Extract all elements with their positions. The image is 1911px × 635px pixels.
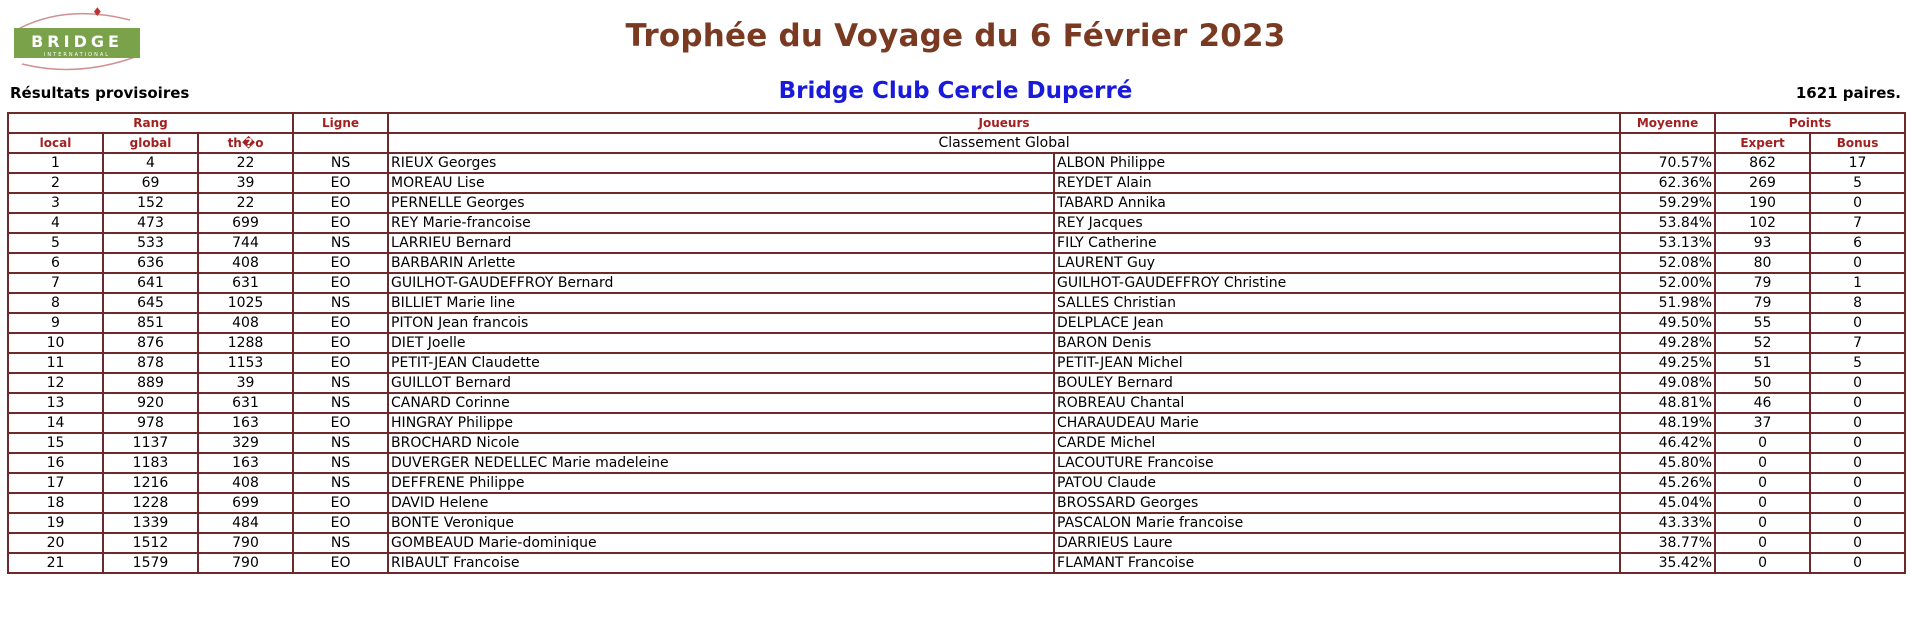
average-cell: 59.29% [1620, 193, 1715, 213]
rank-theo: 1153 [198, 353, 293, 373]
player1-cell: REY Marie-francoise [388, 213, 1054, 233]
line-cell: EO [293, 333, 388, 353]
expert-points-cell: 79 [1715, 273, 1810, 293]
expert-points-cell: 79 [1715, 293, 1810, 313]
rank-theo: 631 [198, 273, 293, 293]
header-points: Points [1715, 113, 1905, 133]
rank-local: 16 [8, 453, 103, 473]
table-row [8, 333, 1905, 353]
header-row-columns [8, 133, 1905, 153]
rank-global: 69 [103, 173, 198, 193]
rank-global: 1183 [103, 453, 198, 473]
header-rang: Rang [8, 113, 293, 133]
player1-cell: GUILLOT Bernard [388, 373, 1054, 393]
table-row [8, 373, 1905, 393]
average-cell: 48.81% [1620, 393, 1715, 413]
line-cell: EO [293, 493, 388, 513]
bonus-points-cell: 0 [1810, 553, 1905, 573]
table-row [8, 493, 1905, 513]
table-row [8, 413, 1905, 433]
player1-cell: PERNELLE Georges [388, 193, 1054, 213]
rank-theo: 22 [198, 193, 293, 213]
line-cell: NS [293, 153, 388, 173]
table-row [8, 233, 1905, 253]
rank-global: 876 [103, 333, 198, 353]
rank-local: 6 [8, 253, 103, 273]
player1-cell: RIEUX Georges [388, 153, 1054, 173]
average-cell: 51.98% [1620, 293, 1715, 313]
average-cell: 46.42% [1620, 433, 1715, 453]
rank-local: 1 [8, 153, 103, 173]
player1-cell: HINGRAY Philippe [388, 413, 1054, 433]
rank-theo: 408 [198, 313, 293, 333]
expert-points-cell: 0 [1715, 553, 1810, 573]
rank-local: 11 [8, 353, 103, 373]
rank-global: 1339 [103, 513, 198, 533]
rank-local: 21 [8, 553, 103, 573]
expert-points-cell: 0 [1715, 453, 1810, 473]
svg-text:BRIDGE: BRIDGE [31, 32, 123, 51]
player1-cell: DEFFRENE Philippe [388, 473, 1054, 493]
classement-global-title: Classement Global [388, 133, 1620, 153]
rank-theo: 1025 [198, 293, 293, 313]
player2-cell: REY Jacques [1054, 213, 1620, 233]
rank-local: 4 [8, 213, 103, 233]
rank-local: 10 [8, 333, 103, 353]
bonus-points-cell: 1 [1810, 273, 1905, 293]
player2-cell: CHARAUDEAU Marie [1054, 413, 1620, 433]
header-ligne: Ligne [293, 113, 388, 133]
rank-local: 18 [8, 493, 103, 513]
rank-global: 152 [103, 193, 198, 213]
player2-cell: FILY Catherine [1054, 233, 1620, 253]
bonus-points-cell: 8 [1810, 293, 1905, 313]
rank-global: 1512 [103, 533, 198, 553]
line-cell: EO [293, 273, 388, 293]
bonus-points-cell: 7 [1810, 333, 1905, 353]
line-cell: NS [293, 393, 388, 413]
player2-cell: CARDE Michel [1054, 433, 1620, 453]
rank-global: 1137 [103, 433, 198, 453]
player1-cell: DUVERGER NEDELLEC Marie madeleine [388, 453, 1054, 473]
rank-theo: 484 [198, 513, 293, 533]
average-cell: 52.00% [1620, 273, 1715, 293]
average-cell: 62.36% [1620, 173, 1715, 193]
table-row [8, 393, 1905, 413]
header-local: local [8, 133, 103, 153]
player1-cell: MOREAU Lise [388, 173, 1054, 193]
average-cell: 53.84% [1620, 213, 1715, 233]
expert-points-cell: 93 [1715, 233, 1810, 253]
bonus-points-cell: 0 [1810, 453, 1905, 473]
line-cell: NS [293, 473, 388, 493]
line-cell: EO [293, 213, 388, 233]
line-cell: NS [293, 533, 388, 553]
rank-theo: 699 [198, 213, 293, 233]
rank-global: 473 [103, 213, 198, 233]
table-row [8, 453, 1905, 473]
table-row [8, 313, 1905, 333]
header-expert: Expert [1715, 133, 1810, 153]
player2-cell: SALLES Christian [1054, 293, 1620, 313]
rank-global: 978 [103, 413, 198, 433]
player2-cell: LACOUTURE Francoise [1054, 453, 1620, 473]
expert-points-cell: 862 [1715, 153, 1810, 173]
player1-cell: GOMBEAUD Marie-dominique [388, 533, 1054, 553]
expert-points-cell: 102 [1715, 213, 1810, 233]
header-bonus: Bonus [1810, 133, 1905, 153]
expert-points-cell: 55 [1715, 313, 1810, 333]
rank-theo: 408 [198, 473, 293, 493]
player1-cell: PITON Jean francois [388, 313, 1054, 333]
header-row-groups [8, 113, 1905, 133]
average-cell: 49.25% [1620, 353, 1715, 373]
header-moyenne: Moyenne [1620, 113, 1715, 133]
bonus-points-cell: 0 [1810, 393, 1905, 413]
line-cell: NS [293, 293, 388, 313]
bonus-points-cell: 7 [1810, 213, 1905, 233]
bonus-points-cell: 17 [1810, 153, 1905, 173]
expert-points-cell: 51 [1715, 353, 1810, 373]
player2-cell: DELPLACE Jean [1054, 313, 1620, 333]
table-row [8, 353, 1905, 373]
rank-global: 1216 [103, 473, 198, 493]
header-global: global [103, 133, 198, 153]
table-row [8, 513, 1905, 533]
player2-cell: PETIT-JEAN Michel [1054, 353, 1620, 373]
player1-cell: BARBARIN Arlette [388, 253, 1054, 273]
bonus-points-cell: 0 [1810, 493, 1905, 513]
line-cell: EO [293, 253, 388, 273]
page-title: Trophée du Voyage du 6 Février 2023 [625, 18, 1286, 54]
club-name: Bridge Club Cercle Duperré [778, 78, 1133, 104]
expert-points-cell: 269 [1715, 173, 1810, 193]
expert-points-cell: 80 [1715, 253, 1810, 273]
player2-cell: PASCALON Marie francoise [1054, 513, 1620, 533]
rank-local: 7 [8, 273, 103, 293]
pairs-count: 1621 paires. [1795, 84, 1901, 102]
rank-local: 2 [8, 173, 103, 193]
player1-cell: DAVID Helene [388, 493, 1054, 513]
bonus-points-cell: 0 [1810, 513, 1905, 533]
rank-local: 12 [8, 373, 103, 393]
rank-local: 15 [8, 433, 103, 453]
bonus-points-cell: 0 [1810, 413, 1905, 433]
average-cell: 45.26% [1620, 473, 1715, 493]
rank-theo: 699 [198, 493, 293, 513]
expert-points-cell: 0 [1715, 433, 1810, 453]
line-cell: NS [293, 453, 388, 473]
bonus-points-cell: 5 [1810, 173, 1905, 193]
rank-theo: 790 [198, 553, 293, 573]
expert-points-cell: 0 [1715, 533, 1810, 553]
line-cell: EO [293, 553, 388, 573]
rank-global: 645 [103, 293, 198, 313]
player2-cell: REYDET Alain [1054, 173, 1620, 193]
expert-points-cell: 0 [1715, 513, 1810, 533]
rank-global: 636 [103, 253, 198, 273]
bonus-points-cell: 0 [1810, 253, 1905, 273]
player2-cell: PATOU Claude [1054, 473, 1620, 493]
rank-theo: 163 [198, 413, 293, 433]
player2-cell: BOULEY Bernard [1054, 373, 1620, 393]
average-cell: 53.13% [1620, 233, 1715, 253]
rank-theo: 329 [198, 433, 293, 453]
rank-global: 851 [103, 313, 198, 333]
svg-text:INTERNATIONAL: INTERNATIONAL [43, 52, 111, 58]
player2-cell: GUILHOT-GAUDEFFROY Christine [1054, 273, 1620, 293]
average-cell: 48.19% [1620, 413, 1715, 433]
bonus-points-cell: 6 [1810, 233, 1905, 253]
header-ligne-empty [293, 133, 388, 153]
line-cell: NS [293, 373, 388, 393]
rank-global: 878 [103, 353, 198, 373]
player1-cell: BONTE Veronique [388, 513, 1054, 533]
player2-cell: LAURENT Guy [1054, 253, 1620, 273]
line-cell: EO [293, 413, 388, 433]
bonus-points-cell: 0 [1810, 433, 1905, 453]
rank-theo: 22 [198, 153, 293, 173]
table-row [8, 173, 1905, 193]
player1-cell: PETIT-JEAN Claudette [388, 353, 1054, 373]
bonus-points-cell: 0 [1810, 373, 1905, 393]
table-row [8, 433, 1905, 453]
rank-theo: 631 [198, 393, 293, 413]
rank-local: 13 [8, 393, 103, 413]
player1-cell: CANARD Corinne [388, 393, 1054, 413]
rank-global: 920 [103, 393, 198, 413]
rank-theo: 39 [198, 373, 293, 393]
expert-points-cell: 52 [1715, 333, 1810, 353]
table-row [8, 193, 1905, 213]
line-cell: NS [293, 233, 388, 253]
rank-theo: 790 [198, 533, 293, 553]
line-cell: EO [293, 513, 388, 533]
table-row [8, 213, 1905, 233]
rank-local: 5 [8, 233, 103, 253]
rank-theo: 1288 [198, 333, 293, 353]
rank-global: 4 [103, 153, 198, 173]
average-cell: 38.77% [1620, 533, 1715, 553]
player1-cell: DIET Joelle [388, 333, 1054, 353]
rank-theo: 408 [198, 253, 293, 273]
table-row [8, 533, 1905, 553]
header-moyenne-empty [1620, 133, 1715, 153]
player2-cell: FLAMANT Francoise [1054, 553, 1620, 573]
rank-global: 1579 [103, 553, 198, 573]
player2-cell: BARON Denis [1054, 333, 1620, 353]
player2-cell: ROBREAU Chantal [1054, 393, 1620, 413]
player1-cell: BROCHARD Nicole [388, 433, 1054, 453]
line-cell: NS [293, 433, 388, 453]
player2-cell: TABARD Annika [1054, 193, 1620, 213]
rank-local: 14 [8, 413, 103, 433]
line-cell: EO [293, 313, 388, 333]
expert-points-cell: 50 [1715, 373, 1810, 393]
subtitle-row [0, 78, 1911, 108]
table-row [8, 553, 1905, 573]
rank-global: 641 [103, 273, 198, 293]
player2-cell: BROSSARD Georges [1054, 493, 1620, 513]
results-table [7, 112, 1906, 574]
rank-theo: 744 [198, 233, 293, 253]
player2-cell: DARRIEUS Laure [1054, 533, 1620, 553]
table-row [8, 293, 1905, 313]
bonus-points-cell: 5 [1810, 353, 1905, 373]
average-cell: 35.42% [1620, 553, 1715, 573]
average-cell: 49.08% [1620, 373, 1715, 393]
header-joueurs: Joueurs [388, 113, 1620, 133]
table-row [8, 473, 1905, 493]
average-cell: 45.80% [1620, 453, 1715, 473]
expert-points-cell: 0 [1715, 473, 1810, 493]
expert-points-cell: 190 [1715, 193, 1810, 213]
rank-local: 19 [8, 513, 103, 533]
expert-points-cell: 46 [1715, 393, 1810, 413]
player1-cell: BILLIET Marie line [388, 293, 1054, 313]
rank-theo: 163 [198, 453, 293, 473]
expert-points-cell: 37 [1715, 413, 1810, 433]
bonus-points-cell: 0 [1810, 533, 1905, 553]
average-cell: 52.08% [1620, 253, 1715, 273]
table-row [8, 253, 1905, 273]
rank-local: 3 [8, 193, 103, 213]
player1-cell: LARRIEU Bernard [388, 233, 1054, 253]
rank-global: 533 [103, 233, 198, 253]
average-cell: 70.57% [1620, 153, 1715, 173]
expert-points-cell: 0 [1715, 493, 1810, 513]
header-theo: th�o [198, 133, 293, 153]
rank-local: 9 [8, 313, 103, 333]
bonus-points-cell: 0 [1810, 193, 1905, 213]
player1-cell: RIBAULT Francoise [388, 553, 1054, 573]
average-cell: 49.28% [1620, 333, 1715, 353]
rank-local: 17 [8, 473, 103, 493]
rank-global: 889 [103, 373, 198, 393]
line-cell: EO [293, 353, 388, 373]
bonus-points-cell: 0 [1810, 313, 1905, 333]
line-cell: EO [293, 173, 388, 193]
average-cell: 43.33% [1620, 513, 1715, 533]
average-cell: 45.04% [1620, 493, 1715, 513]
line-cell: EO [293, 193, 388, 213]
player1-cell: GUILHOT-GAUDEFFROY Bernard [388, 273, 1054, 293]
bonus-points-cell: 0 [1810, 473, 1905, 493]
rank-local: 20 [8, 533, 103, 553]
average-cell: 49.50% [1620, 313, 1715, 333]
rank-global: 1228 [103, 493, 198, 513]
svg-text:♦: ♦ [92, 6, 103, 19]
player2-cell: ALBON Philippe [1054, 153, 1620, 173]
rank-theo: 39 [198, 173, 293, 193]
rank-local: 8 [8, 293, 103, 313]
table-row [8, 273, 1905, 293]
results-status: Résultats provisoires [10, 84, 190, 102]
table-row [8, 153, 1905, 173]
